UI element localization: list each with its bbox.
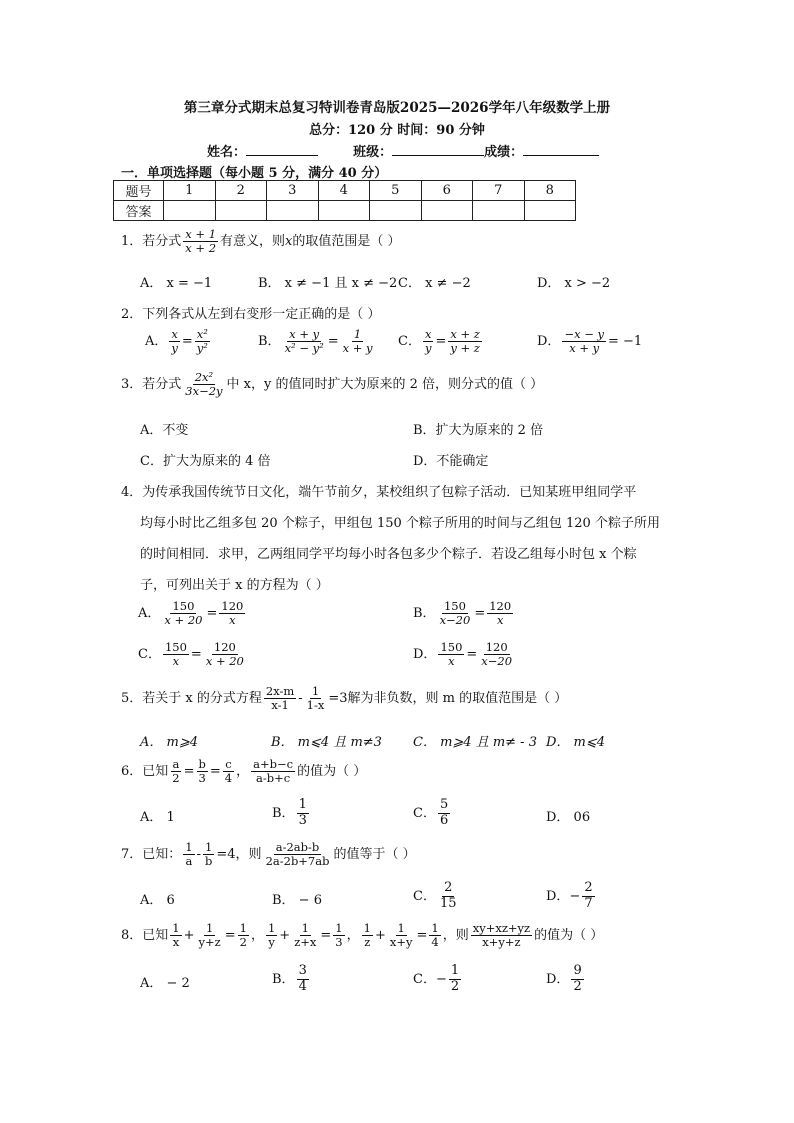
q4-b-eq: = [474, 606, 486, 622]
q8-eq-1: = [224, 928, 236, 944]
answer-cell[interactable] [421, 201, 473, 221]
q1-fraction [183, 228, 218, 255]
q8-option-c[interactable] [413, 964, 463, 995]
q8-g2-r-den: 3 [335, 935, 343, 950]
question-number-cell: 3 [267, 181, 319, 201]
question-6-stem [121, 758, 366, 785]
q8-b-opt-num: 3 [298, 963, 307, 978]
answer-table [113, 180, 576, 221]
q8-then: ，则 [442, 928, 469, 944]
question-4-line-2: 均每小时比乙组多包 20 个粽子，甲组包 150 个粽子所用的时间与乙组包 120 个粽子所用 [140, 516, 660, 531]
q5-option-c[interactable]: C． m⩾4 且 m≠ - 3 [413, 735, 537, 750]
q8-text: 的值为（ ） [534, 928, 604, 944]
exam-meta: 总分：120 分 时间：90 分钟 [309, 123, 485, 138]
q6-e-num: a+b−c [253, 757, 294, 771]
q4-a-rden: x [229, 613, 236, 628]
q2-a-lden: y [171, 341, 178, 356]
q2-d-lden: x + y [569, 341, 600, 356]
q7-c-opt-den: 15 [439, 895, 457, 911]
student-info-line [207, 141, 599, 160]
question-4-line-1: 4．为传承我国传统节日文化，端午节前夕，某校组织了包粽子活动．已知某班甲组同学平 [121, 485, 637, 500]
table-row [114, 201, 576, 221]
q1-prefix: 1．若分式 [121, 234, 182, 250]
q4-c-eq: = [190, 647, 202, 663]
q5-option-d[interactable]: D． m⩽4 [546, 735, 606, 750]
q8-g3-a-den: z [364, 935, 371, 950]
q1-numerator: x + 1 [185, 227, 217, 241]
q6-c-opt-den: 6 [439, 812, 449, 828]
q6-b-opt-den: 3 [298, 812, 307, 828]
q5-prefix: 5．若关于 x 的分式方程 [121, 691, 262, 707]
q4-option-c[interactable] [138, 641, 248, 668]
q4-c-lden: x [172, 654, 180, 669]
section-heading: 一．单项选择题（每小题 5 分，满分 40 分） [121, 166, 388, 181]
q2-c-rden: y + z [450, 341, 480, 356]
q4-b-lden: x−20 [439, 613, 471, 628]
q7-c-label: C． [413, 888, 436, 904]
q4-b-rden: x [496, 613, 504, 628]
q2-b-eq: = [327, 334, 339, 350]
q6-a-num: a [172, 757, 180, 771]
q4-a-lnum: 150 [172, 599, 195, 613]
q2-c-rnum: x + z [450, 327, 480, 341]
q4-d-rden: x−20 [481, 654, 513, 669]
table-row [114, 181, 576, 201]
q6-b-opt-num: 1 [298, 797, 307, 812]
q8-c-opt-den: 2 [450, 978, 460, 994]
q5-f2-num: 1 [311, 684, 320, 698]
answer-cell[interactable] [524, 201, 576, 221]
q8-option-d[interactable] [546, 964, 586, 995]
q2-d-lnum: −x − y [564, 327, 605, 341]
q8-g3-b-den: x+y [389, 935, 413, 950]
q8-plus-1: + [183, 928, 195, 944]
q4-option-a[interactable] [138, 600, 247, 627]
q1-option-d[interactable]: D． x > −2 [537, 276, 611, 291]
q4-a-eq: = [206, 606, 218, 622]
q2-a-lnum: x [171, 327, 178, 341]
q6-a-den: 2 [172, 771, 180, 786]
q2-a-eq: = [181, 334, 193, 350]
question-number-cell: 8 [524, 181, 576, 201]
q4-d-lden: x [448, 654, 455, 669]
q4-d-rnum: 120 [485, 640, 508, 654]
q8-g1-b-num: 1 [205, 921, 214, 935]
q8-c-label: C． [413, 971, 436, 987]
answer-cell[interactable] [473, 201, 525, 221]
q8-g1-b-den: y+z [198, 935, 221, 950]
q6-c-den: 4 [224, 771, 233, 786]
q6-b-label: B． [272, 805, 295, 821]
score-label: 成绩： [484, 145, 524, 160]
q4-c-rden: x + 20 [205, 654, 244, 669]
name-blank[interactable] [246, 142, 318, 156]
q3-denominator: 3x−2y [185, 384, 223, 399]
q8-g3-r-den: 4 [431, 935, 439, 950]
q6-option-a[interactable]: A． 1 [140, 810, 175, 825]
q7-f2-num: 1 [205, 840, 213, 854]
q5-minus: - [298, 691, 303, 707]
q8-g1-r-num: 1 [239, 921, 247, 935]
q4-c-lnum: 150 [164, 640, 187, 654]
q4-option-d[interactable] [413, 641, 516, 668]
q7-f1-den: a [185, 854, 193, 869]
q8-g3-a-num: 1 [363, 921, 371, 935]
q6-prefix: 6．已知 [121, 764, 169, 780]
q8-g3-b-num: 1 [397, 921, 405, 935]
q8-b-label: B． [272, 971, 295, 987]
q6-eq2: = [209, 764, 221, 780]
q2-d-label: D． [537, 334, 561, 350]
q8-plus-2: + [279, 928, 291, 944]
q4-d-label: D． [413, 647, 437, 663]
q7-minus: - [196, 847, 202, 863]
q8-c-sign: − [435, 971, 447, 987]
q6-option-c[interactable] [413, 798, 452, 829]
q1-denominator: x + 2 [185, 241, 217, 256]
q4-a-rnum: 120 [221, 599, 244, 613]
q5-text: =3解为非负数，则 m 的取值范围是（ ） [328, 691, 568, 707]
q6-text: 的值为（ ） [297, 764, 367, 780]
question-2-stem: 2．下列各式从左到右变形一定正确的是（ ） [121, 307, 381, 322]
score-blank[interactable] [523, 142, 599, 156]
answer-cell[interactable] [370, 201, 422, 221]
q8-comma-2: ， [346, 928, 360, 944]
q1-option-b[interactable]: B． x ≠ −1 且 x ≠ −2 [258, 276, 398, 291]
q4-option-b[interactable] [413, 600, 515, 627]
q8-g3-r-num: 1 [431, 921, 439, 935]
q4-d-lnum: 150 [440, 640, 463, 654]
q2-b-rnum: 1 [353, 327, 362, 341]
q2-option-c[interactable] [398, 328, 484, 355]
q2-option-d[interactable] [537, 328, 642, 355]
q6-c-num: c [225, 757, 232, 771]
q8-g2-a-num: 1 [267, 921, 276, 935]
q8-option-a[interactable]: A． − 2 [140, 976, 190, 991]
q5-f1-num: 2x-m [265, 684, 295, 698]
q8-d-label: D． [546, 971, 570, 987]
q7-option-c[interactable] [413, 881, 461, 912]
question-5-stem [121, 685, 567, 712]
q7-e-den: 2a-2b+7ab [265, 854, 330, 869]
q2-b-label: B． [258, 334, 281, 350]
q7-f1-num: 1 [185, 840, 193, 854]
q3-option-c[interactable]: C．扩大为原来的 4 倍 [140, 454, 271, 469]
q1-option-c[interactable]: C． x ≠ −2 [398, 276, 471, 291]
answer-cell[interactable] [164, 201, 216, 221]
q2-a-label: A． [145, 334, 168, 350]
q5-option-a[interactable]: A． m⩾4 [140, 735, 199, 750]
question-number-cell: 5 [370, 181, 422, 201]
answer-cell[interactable] [215, 201, 267, 221]
question-4-line-3: 的时间相同．求甲，乙两组同学平均每小时各包多少个粽子．若设乙组每小时包 x 个粽 [140, 547, 637, 562]
question-3-stem [121, 371, 543, 398]
q4-b-rnum: 120 [489, 599, 512, 613]
q3-option-d[interactable]: D．不能确定 [413, 454, 489, 469]
q2-option-a[interactable] [145, 328, 212, 355]
q8-e-num: xy+xz+yz [472, 921, 531, 935]
q6-b-den: 3 [198, 771, 206, 786]
row-label-answer: 答案 [114, 201, 164, 221]
q2-c-label: C． [398, 334, 421, 350]
q4-b-lnum: 150 [443, 599, 466, 613]
q8-c-opt-num: 1 [450, 963, 460, 978]
q2-d-rhs: = −1 [608, 334, 643, 350]
q2-c-lnum: x [424, 327, 432, 341]
q6-option-b[interactable] [272, 798, 311, 829]
q2-c-lden: y [424, 341, 432, 356]
q4-a-label: A． [138, 606, 161, 622]
question-7-stem [121, 841, 416, 868]
q1-var: x [285, 234, 293, 250]
q6-b-num: b [198, 757, 206, 771]
question-8-stem [121, 922, 603, 949]
row-label-number: 题号 [114, 181, 164, 201]
q8-g1-r-den: 2 [239, 935, 247, 950]
q8-e-den: x+y+z [482, 935, 521, 950]
q8-comma-1: ， [250, 928, 264, 944]
q7-prefix: 7．已知： [121, 847, 182, 863]
q7-option-a[interactable]: A． 6 [140, 893, 175, 908]
answer-cell[interactable] [318, 201, 370, 221]
q8-eq-2: = [320, 928, 332, 944]
q2-b-rden: x + y [342, 341, 373, 356]
q4-d-eq: = [466, 647, 478, 663]
q7-option-d[interactable] [546, 881, 597, 912]
question-number-cell: 6 [421, 181, 473, 201]
q8-g1-a-den: x [172, 935, 180, 950]
answer-cell[interactable] [267, 201, 319, 221]
q5-f2-den: 1-x [306, 698, 325, 713]
q8-d-opt-den: 2 [573, 978, 582, 994]
question-1-stem [121, 228, 401, 255]
q7-option-b[interactable]: B． − 6 [272, 893, 322, 908]
q8-g2-r-num: 1 [335, 921, 343, 935]
q4-a-lden: x + 20 [164, 613, 203, 628]
q8-b-opt-den: 4 [298, 978, 307, 994]
question-number-cell: 7 [473, 181, 525, 201]
q8-eq-3: = [416, 928, 428, 944]
q5-f1-den: x-1 [271, 698, 289, 713]
question-number-cell: 2 [215, 181, 267, 201]
question-number-cell: 1 [164, 181, 216, 201]
q2-b-lnum: x + y [289, 327, 320, 341]
q7-d-sign: − [569, 888, 581, 904]
q7-c-opt-num: 2 [444, 880, 453, 895]
q6-c-opt-num: 5 [439, 797, 449, 812]
q4-b-label: B． [413, 606, 436, 622]
q7-d-opt-num: 2 [584, 880, 593, 895]
q1-option-a[interactable]: A． x = −1 [140, 276, 213, 291]
q6-eq1: = [183, 764, 195, 780]
q2-option-b[interactable] [258, 328, 377, 355]
q8-plus-3: + [374, 928, 386, 944]
q8-g2-b-num: 1 [301, 921, 309, 935]
q8-option-b[interactable] [272, 964, 311, 995]
q3-numerator: 2x² [194, 370, 214, 384]
q3-option-b[interactable]: B．扩大为原来的 2 倍 [413, 423, 544, 438]
q7-mid: =4，则 [216, 847, 262, 863]
q7-text: 的值等于（ ） [333, 847, 416, 863]
q3-text: 中 x，y 的值同时扩大为原来的 2 倍，则分式的值（ ） [226, 377, 544, 393]
q2-a-rden: y² [196, 341, 208, 356]
q4-c-rnum: 120 [213, 640, 236, 654]
page-title: 第三章分式期末总复习特训卷青岛版2025—2026学年八年级数学上册 [183, 100, 611, 116]
question-4-line-4: 子，可列出关于 x 的方程为（ ） [140, 578, 329, 593]
q6-e-den: a-b+c [256, 771, 291, 786]
q7-e-num: a-2ab-b [275, 840, 320, 854]
q3-option-a[interactable]: A．不变 [140, 423, 189, 438]
q5-option-b[interactable]: B． m⩽4 且 m≠3 [271, 735, 382, 750]
q7-f2-den: b [205, 854, 213, 869]
class-blank[interactable] [392, 142, 484, 156]
q4-c-label: C． [138, 647, 161, 663]
q3-prefix: 3．若分式 [121, 377, 182, 393]
q2-c-eq: = [435, 334, 447, 350]
q8-g2-a-den: y [268, 935, 275, 950]
q6-option-d[interactable]: D． 06 [546, 810, 591, 825]
q3-fraction [183, 371, 224, 398]
question-number-cell: 4 [318, 181, 370, 201]
q1-text-end: 的取值范围是（ ） [292, 234, 401, 250]
q8-d-opt-num: 9 [573, 963, 582, 978]
class-label: 班级： [353, 145, 393, 160]
q8-prefix: 8．已知 [121, 928, 169, 944]
q8-g1-a-num: 1 [172, 921, 180, 935]
q8-g2-b-den: z+x [294, 935, 317, 950]
q2-b-lden: x² − y² [284, 341, 324, 356]
q6-c-label: C． [413, 805, 436, 821]
q6-comma: ， [236, 764, 250, 780]
q1-text: 有意义，则 [220, 234, 286, 250]
q2-a-rnum: x² [196, 327, 208, 341]
q7-d-opt-den: 7 [584, 895, 593, 911]
name-label: 姓名： [207, 145, 247, 160]
q7-d-label: D． [546, 888, 570, 904]
